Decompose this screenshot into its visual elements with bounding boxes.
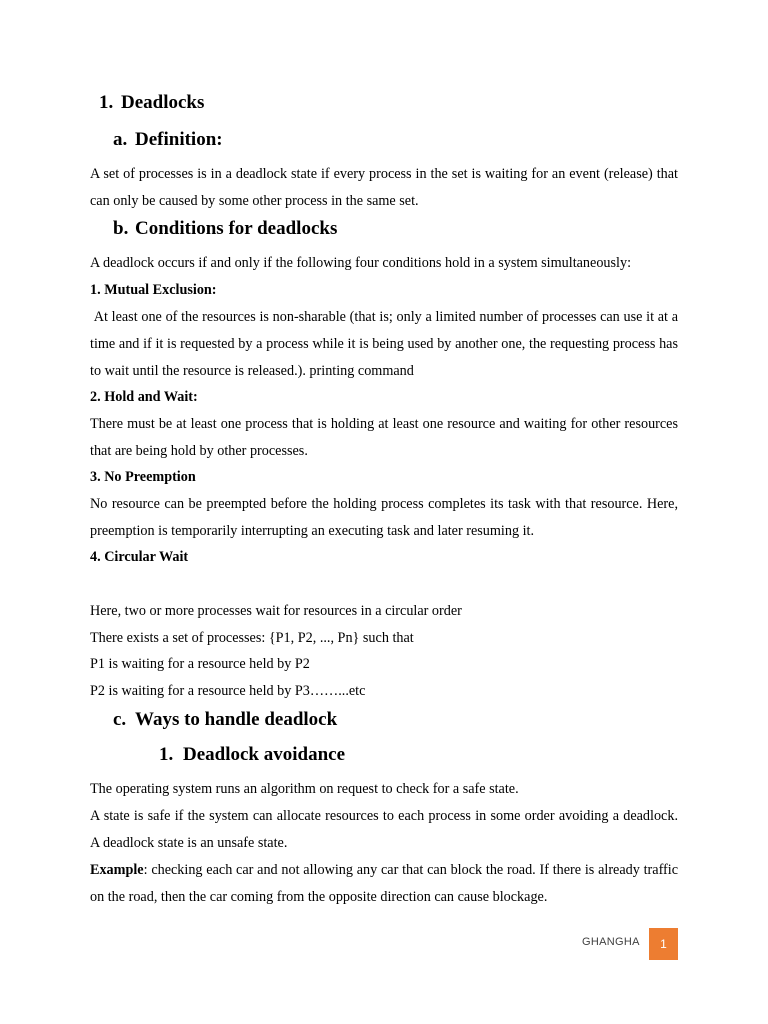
heading-text: Ways to handle deadlock [135,709,338,730]
example-label: Example [90,862,144,878]
heading-letter: c. [113,709,127,730]
heading-text: Deadlock avoidance [183,744,346,765]
condition-title-no-preemption: 3. No Preemption [90,469,196,485]
condition-title-hold-and-wait: 2. Hold and Wait: [90,389,198,405]
condition-title-circular-wait: 4. Circular Wait [90,549,189,565]
condition-text-no-preemption: No resource can be preempted before the holding process completes its task with that resource. Here, preemption is temporarily interrupting an executing task and later resuming it. [90,496,678,539]
example-text: : checking each car and not allowing any car that can block the road. If there is already traffic on the road, then the car coming from the opposite direction can cause blockage. [90,862,678,905]
avoidance-paragraph-1: The operating system runs an algorithm on request to check for a safe state. [90,781,519,797]
heading-text: Deadlocks [121,92,205,113]
condition-text-mutual-exclusion: At least one of the resources is non-sharable (that is; only a limited number of processes can use it at a time and if it is requested by a process while it is being used by another one, the requesting process has to wait until the resource is released.). printing command [90,309,682,379]
heading-text: Definition: [135,129,223,150]
heading-number: 1. [159,744,174,765]
circular-wait-line-2: There exists a set of processes: {P1, P2, ..., Pn} such that [90,630,414,646]
avoidance-paragraph-2: A state is safe if the system can allocate resources to each process in some order avoiding a deadlock. A deadlock state is an unsafe state. [90,808,678,851]
definition-paragraph: A set of processes is in a deadlock state if every process in the set is waiting for an event (release) that can only be caused by some other process in the same set. [90,166,678,209]
condition-text-hold-and-wait: There must be at least one process that is holding at least one resource and waiting for other resources that are being hold by other processes. [90,416,678,459]
example-paragraph [90,857,678,911]
circular-wait-line-3: P1 is waiting for a resource held by P2 [90,656,310,672]
circular-wait-line-1: Here, two or more processes wait for resources in a circular order [90,603,462,619]
circular-wait-line-4: P2 is waiting for a resource held by P3……...etc [90,683,366,699]
heading-definition [113,129,223,151]
conditions-intro: A deadlock occurs if and only if the following four conditions hold in a system simultaneously: [90,255,632,271]
heading-conditions [113,218,337,240]
heading-ways-to-handle [113,709,337,731]
heading-letter: a. [113,129,128,150]
condition-title-mutual-exclusion: 1. Mutual Exclusion: [90,282,217,298]
page-number-badge: 1 [649,928,678,960]
heading-number: 1. [99,92,114,113]
heading-text: Conditions for deadlocks [135,218,338,239]
heading-letter: b. [113,218,129,239]
footer-author: GHANGHA [582,936,640,948]
heading-deadlocks [99,92,204,114]
heading-deadlock-avoidance [159,744,345,766]
